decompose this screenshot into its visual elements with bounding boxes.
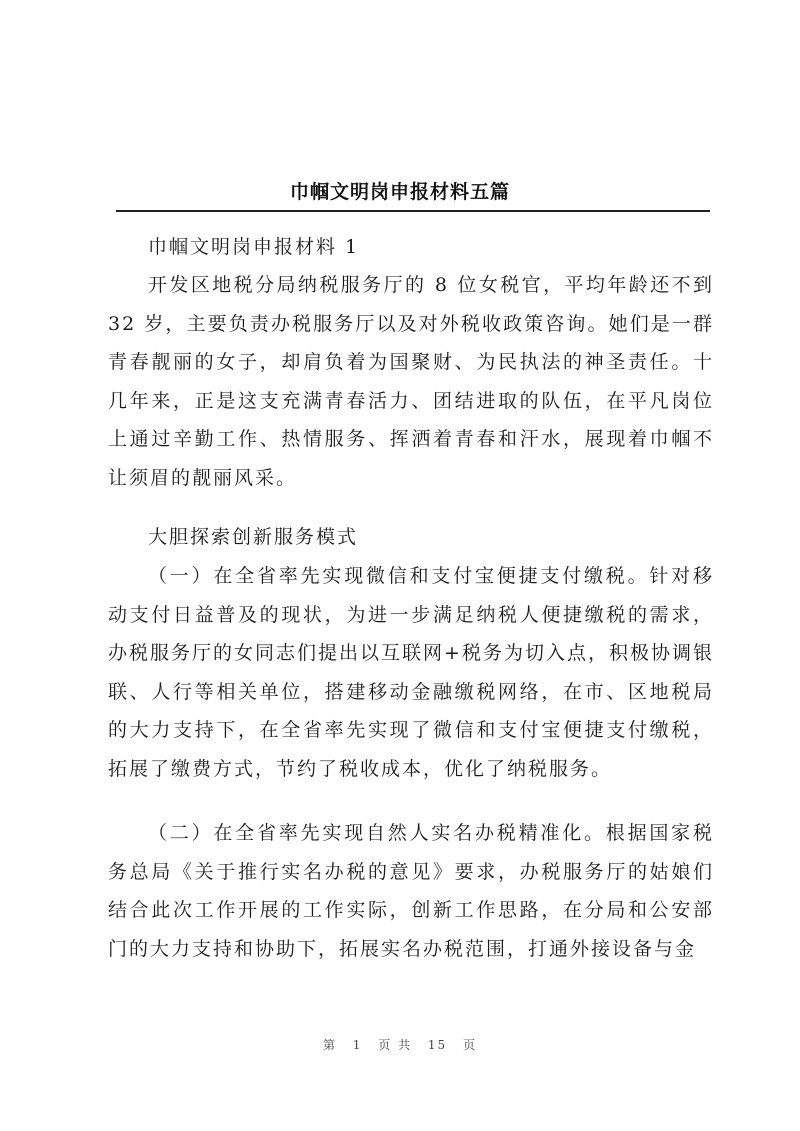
document-title: 巾帼文明岗申报材料五篇	[289, 180, 510, 203]
title-divider	[116, 210, 710, 212]
section-subtitle: 巾帼文明岗申报材料 1	[148, 236, 360, 258]
section-heading: 大胆探索创新服务模式	[148, 526, 359, 548]
intro-paragraph: 开发区地税分局纳税服务厅的 8 位女税官，平均年龄还不到 32 岁，主要负责办税服务厅以及对外税收政策咨询。她们是一群青春靓丽的女子，却肩负着为国聚财、为民执法的神圣责任。十几年来，正是这支充满青春活力、团结进取的队伍，在平凡岗位上通过辛勤工作、热情服务、挥洒着青春和汗水，展现着巾帼不让须眉的靓丽风采。	[108, 274, 714, 489]
item-two-paragraph: （二）在全省率先实现自然人实名办税精准化。根据国家税务总局《关于推行实名办税的意见》要求，办税服务厅的姑娘们结合此次工作开展的工作实际，创新工作思路，在分局和公安部门的大力支持和协助下，拓展实名办税范围，打通外接设备与金	[108, 822, 714, 960]
footer-label-of: 页 共	[378, 1038, 413, 1052]
footer-label-page: 第	[322, 1038, 337, 1052]
footer-label-pages: 页	[463, 1038, 478, 1052]
page-footer	[0, 1036, 800, 1053]
footer-current-page: 1	[352, 1038, 363, 1052]
item-one-paragraph: （一）在全省率先实现微信和支付宝便捷支付缴税。针对移动支付日益普及的现状，为进一步满足纳税人便捷缴税的需求，办税服务厅的女同志们提出以互联网+税务为切入点，积极协调银联、人行等相关单位，搭建移动金融缴税网络，在市、区地税局的大力支持下，在全省率先实现了微信和支付宝便捷支付缴税，拓展了缴费方式，节约了税收成本，优化了纳税服务。	[108, 565, 714, 780]
footer-total-pages: 15	[427, 1038, 448, 1052]
